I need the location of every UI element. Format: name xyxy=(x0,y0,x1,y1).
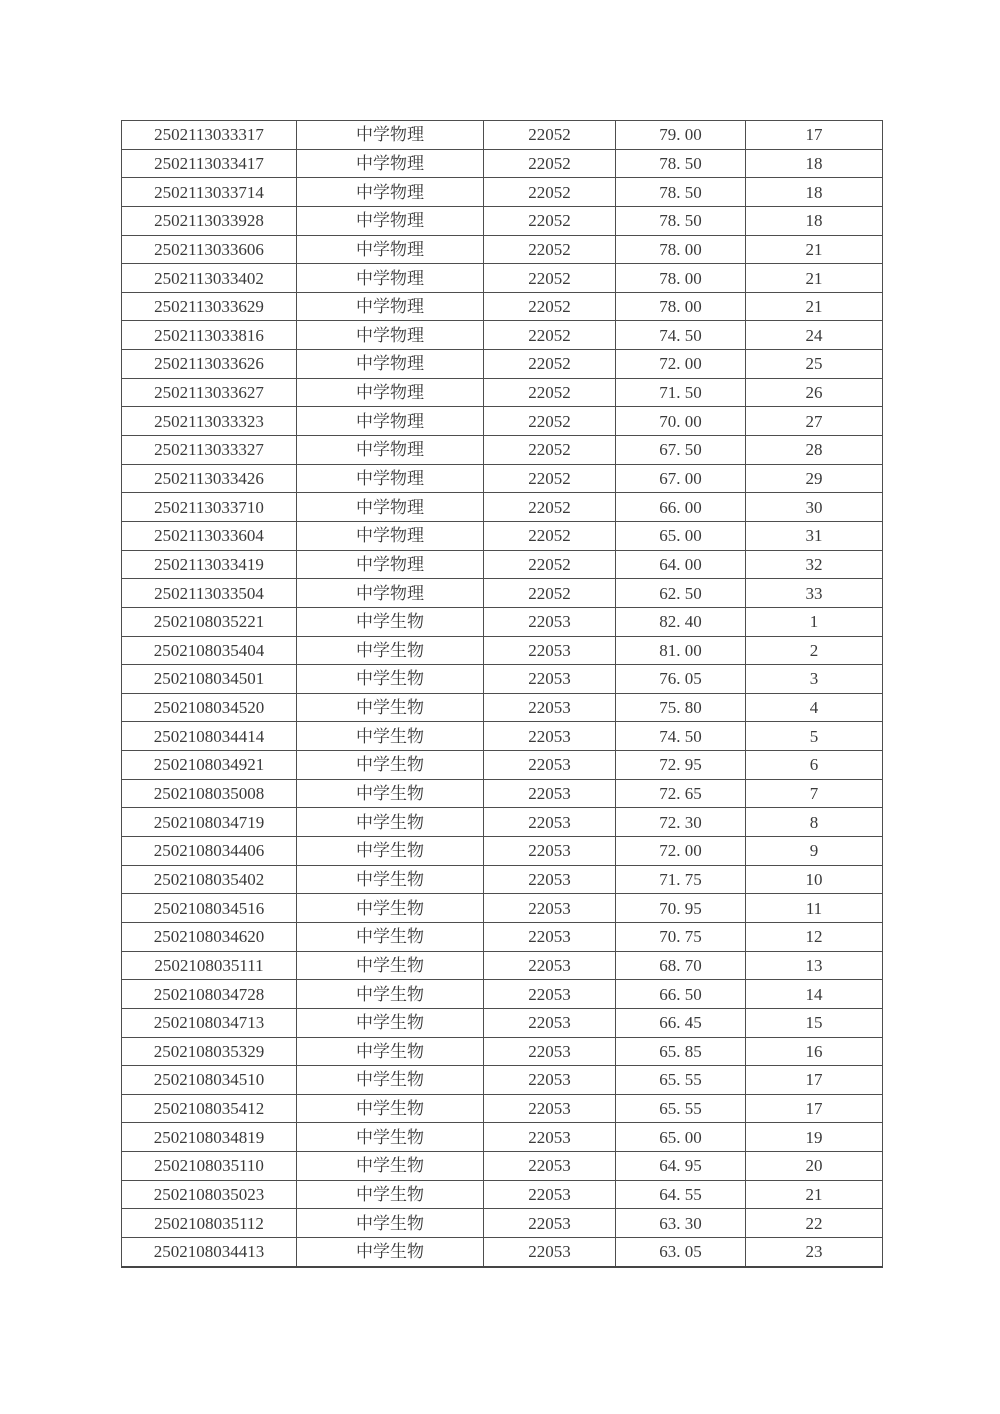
cell-rank: 17 xyxy=(746,1094,883,1123)
cell-rank: 18 xyxy=(746,178,883,207)
cell-position-code: 22052 xyxy=(484,521,616,550)
cell-candidate-id: 2502108034510 xyxy=(122,1066,297,1095)
cell-score: 68. 70 xyxy=(616,951,746,980)
cell-rank: 33 xyxy=(746,579,883,608)
cell-subject: 中学物理 xyxy=(297,521,484,550)
table-row xyxy=(122,350,883,379)
table-row xyxy=(122,149,883,178)
table-row xyxy=(122,980,883,1009)
cell-position-code: 22052 xyxy=(484,493,616,522)
table-row xyxy=(122,378,883,407)
table-row xyxy=(122,1180,883,1209)
cell-position-code: 22053 xyxy=(484,922,616,951)
table-row xyxy=(122,751,883,780)
cell-position-code: 22052 xyxy=(484,407,616,436)
cell-position-code: 22053 xyxy=(484,1037,616,1066)
cell-rank: 28 xyxy=(746,436,883,465)
cell-score: 67. 00 xyxy=(616,464,746,493)
cell-rank: 27 xyxy=(746,407,883,436)
cell-subject: 中学生物 xyxy=(297,922,484,951)
cell-score: 78. 00 xyxy=(616,264,746,293)
cell-subject: 中学物理 xyxy=(297,436,484,465)
cell-rank: 9 xyxy=(746,837,883,866)
cell-candidate-id: 2502108035023 xyxy=(122,1180,297,1209)
cell-score: 81. 00 xyxy=(616,636,746,665)
cell-subject: 中学生物 xyxy=(297,779,484,808)
cell-candidate-id: 2502113033626 xyxy=(122,350,297,379)
cell-score: 65. 00 xyxy=(616,521,746,550)
cell-position-code: 22052 xyxy=(484,579,616,608)
cell-position-code: 22053 xyxy=(484,865,616,894)
cell-score: 78. 50 xyxy=(616,149,746,178)
cell-score: 65. 00 xyxy=(616,1123,746,1152)
table-row xyxy=(122,1209,883,1238)
cell-position-code: 22053 xyxy=(484,1094,616,1123)
table-row xyxy=(122,1037,883,1066)
table-row xyxy=(122,464,883,493)
cell-position-code: 22053 xyxy=(484,894,616,923)
cell-score: 71. 50 xyxy=(616,378,746,407)
cell-subject: 中学生物 xyxy=(297,1008,484,1037)
cell-position-code: 22053 xyxy=(484,1209,616,1238)
cell-candidate-id: 2502113033710 xyxy=(122,493,297,522)
cell-score: 78. 50 xyxy=(616,178,746,207)
cell-rank: 5 xyxy=(746,722,883,751)
cell-score: 78. 50 xyxy=(616,206,746,235)
cell-candidate-id: 2502108035221 xyxy=(122,607,297,636)
table-row xyxy=(122,837,883,866)
cell-score: 72. 95 xyxy=(616,751,746,780)
cell-subject: 中学生物 xyxy=(297,665,484,694)
cell-candidate-id: 2502113033417 xyxy=(122,149,297,178)
cell-candidate-id: 2502108035404 xyxy=(122,636,297,665)
score-table-body xyxy=(122,121,883,1267)
cell-subject: 中学物理 xyxy=(297,264,484,293)
cell-rank: 16 xyxy=(746,1037,883,1066)
cell-subject: 中学物理 xyxy=(297,149,484,178)
cell-score: 74. 50 xyxy=(616,722,746,751)
table-row xyxy=(122,206,883,235)
cell-position-code: 22053 xyxy=(484,1237,616,1266)
cell-subject: 中学生物 xyxy=(297,1123,484,1152)
cell-rank: 1 xyxy=(746,607,883,636)
table-row xyxy=(122,579,883,608)
cell-position-code: 22053 xyxy=(484,607,616,636)
cell-candidate-id: 2502113033627 xyxy=(122,378,297,407)
cell-candidate-id: 2502108035008 xyxy=(122,779,297,808)
cell-rank: 32 xyxy=(746,550,883,579)
cell-position-code: 22053 xyxy=(484,693,616,722)
table-row xyxy=(122,607,883,636)
cell-rank: 21 xyxy=(746,1180,883,1209)
cell-candidate-id: 2502108034414 xyxy=(122,722,297,751)
cell-subject: 中学生物 xyxy=(297,636,484,665)
cell-subject: 中学物理 xyxy=(297,121,484,150)
cell-rank: 30 xyxy=(746,493,883,522)
table-row xyxy=(122,665,883,694)
cell-candidate-id: 2502108035111 xyxy=(122,951,297,980)
cell-score: 70. 00 xyxy=(616,407,746,436)
table-row xyxy=(122,779,883,808)
cell-candidate-id: 2502113033504 xyxy=(122,579,297,608)
cell-position-code: 22053 xyxy=(484,1008,616,1037)
cell-subject: 中学生物 xyxy=(297,951,484,980)
cell-subject: 中学物理 xyxy=(297,550,484,579)
cell-position-code: 22053 xyxy=(484,636,616,665)
table-row xyxy=(122,235,883,264)
cell-position-code: 22053 xyxy=(484,808,616,837)
table-row xyxy=(122,1123,883,1152)
cell-position-code: 22052 xyxy=(484,464,616,493)
cell-rank: 25 xyxy=(746,350,883,379)
table-row xyxy=(122,292,883,321)
cell-score: 70. 95 xyxy=(616,894,746,923)
cell-subject: 中学生物 xyxy=(297,1152,484,1181)
table-row xyxy=(122,436,883,465)
table-row xyxy=(122,865,883,894)
cell-rank: 17 xyxy=(746,1066,883,1095)
cell-candidate-id: 2502113033419 xyxy=(122,550,297,579)
cell-candidate-id: 2502113033317 xyxy=(122,121,297,150)
cell-score: 66. 45 xyxy=(616,1008,746,1037)
cell-candidate-id: 2502113033928 xyxy=(122,206,297,235)
cell-candidate-id: 2502108034921 xyxy=(122,751,297,780)
cell-subject: 中学生物 xyxy=(297,1237,484,1266)
cell-candidate-id: 2502113033714 xyxy=(122,178,297,207)
cell-candidate-id: 2502113033327 xyxy=(122,436,297,465)
cell-subject: 中学生物 xyxy=(297,1066,484,1095)
cell-subject: 中学生物 xyxy=(297,751,484,780)
cell-subject: 中学物理 xyxy=(297,321,484,350)
cell-candidate-id: 2502113033323 xyxy=(122,407,297,436)
cell-rank: 6 xyxy=(746,751,883,780)
cell-subject: 中学物理 xyxy=(297,235,484,264)
cell-subject: 中学生物 xyxy=(297,1094,484,1123)
table-row xyxy=(122,1008,883,1037)
table-row xyxy=(122,894,883,923)
cell-score: 63. 05 xyxy=(616,1237,746,1266)
cell-subject: 中学物理 xyxy=(297,292,484,321)
cell-rank: 31 xyxy=(746,521,883,550)
cell-rank: 20 xyxy=(746,1152,883,1181)
cell-rank: 23 xyxy=(746,1237,883,1266)
cell-rank: 11 xyxy=(746,894,883,923)
cell-candidate-id: 2502108034406 xyxy=(122,837,297,866)
cell-position-code: 22052 xyxy=(484,350,616,379)
cell-score: 71. 75 xyxy=(616,865,746,894)
cell-candidate-id: 2502108035112 xyxy=(122,1209,297,1238)
cell-candidate-id: 2502113033629 xyxy=(122,292,297,321)
table-row xyxy=(122,493,883,522)
cell-score: 76. 05 xyxy=(616,665,746,694)
table-row xyxy=(122,722,883,751)
table-row xyxy=(122,321,883,350)
cell-candidate-id: 2502113033606 xyxy=(122,235,297,264)
table-row xyxy=(122,1152,883,1181)
cell-candidate-id: 2502108034620 xyxy=(122,922,297,951)
cell-subject: 中学生物 xyxy=(297,837,484,866)
cell-score: 63. 30 xyxy=(616,1209,746,1238)
cell-subject: 中学生物 xyxy=(297,980,484,1009)
cell-score: 62. 50 xyxy=(616,579,746,608)
cell-position-code: 22053 xyxy=(484,951,616,980)
cell-position-code: 22052 xyxy=(484,292,616,321)
cell-position-code: 22053 xyxy=(484,1180,616,1209)
cell-subject: 中学生物 xyxy=(297,722,484,751)
cell-subject: 中学生物 xyxy=(297,865,484,894)
cell-score: 75. 80 xyxy=(616,693,746,722)
cell-score: 72. 00 xyxy=(616,350,746,379)
cell-position-code: 22052 xyxy=(484,206,616,235)
table-row xyxy=(122,178,883,207)
cell-score: 66. 00 xyxy=(616,493,746,522)
cell-score: 64. 95 xyxy=(616,1152,746,1181)
cell-candidate-id: 2502108035412 xyxy=(122,1094,297,1123)
cell-score: 79. 00 xyxy=(616,121,746,150)
table-row xyxy=(122,521,883,550)
cell-score: 65. 55 xyxy=(616,1066,746,1095)
cell-candidate-id: 2502108034413 xyxy=(122,1237,297,1266)
cell-score: 74. 50 xyxy=(616,321,746,350)
cell-rank: 14 xyxy=(746,980,883,1009)
table-row xyxy=(122,808,883,837)
cell-score: 78. 00 xyxy=(616,292,746,321)
cell-score: 70. 75 xyxy=(616,922,746,951)
cell-position-code: 22052 xyxy=(484,436,616,465)
cell-candidate-id: 2502108034713 xyxy=(122,1008,297,1037)
table-row xyxy=(122,1094,883,1123)
cell-score: 78. 00 xyxy=(616,235,746,264)
cell-subject: 中学物理 xyxy=(297,464,484,493)
cell-candidate-id: 2502108035402 xyxy=(122,865,297,894)
cell-rank: 26 xyxy=(746,378,883,407)
cell-score: 66. 50 xyxy=(616,980,746,1009)
cell-rank: 18 xyxy=(746,206,883,235)
cell-subject: 中学生物 xyxy=(297,607,484,636)
cell-score: 82. 40 xyxy=(616,607,746,636)
table-row xyxy=(122,1066,883,1095)
cell-candidate-id: 2502108035329 xyxy=(122,1037,297,1066)
cell-position-code: 22053 xyxy=(484,779,616,808)
cell-position-code: 22053 xyxy=(484,665,616,694)
cell-position-code: 22053 xyxy=(484,1152,616,1181)
cell-subject: 中学物理 xyxy=(297,206,484,235)
table-row xyxy=(122,693,883,722)
cell-position-code: 22052 xyxy=(484,550,616,579)
cell-rank: 22 xyxy=(746,1209,883,1238)
cell-rank: 24 xyxy=(746,321,883,350)
cell-candidate-id: 2502108034516 xyxy=(122,894,297,923)
cell-rank: 8 xyxy=(746,808,883,837)
cell-subject: 中学物理 xyxy=(297,350,484,379)
cell-position-code: 22053 xyxy=(484,837,616,866)
cell-subject: 中学生物 xyxy=(297,1180,484,1209)
cell-candidate-id: 2502113033426 xyxy=(122,464,297,493)
cell-position-code: 22052 xyxy=(484,149,616,178)
cell-rank: 12 xyxy=(746,922,883,951)
cell-position-code: 22053 xyxy=(484,1066,616,1095)
cell-subject: 中学物理 xyxy=(297,178,484,207)
cell-candidate-id: 2502113033402 xyxy=(122,264,297,293)
cell-score: 64. 55 xyxy=(616,1180,746,1209)
cell-rank: 13 xyxy=(746,951,883,980)
table-row xyxy=(122,922,883,951)
cell-score: 67. 50 xyxy=(616,436,746,465)
table-row xyxy=(122,1237,883,1266)
cell-rank: 7 xyxy=(746,779,883,808)
cell-subject: 中学物理 xyxy=(297,407,484,436)
cell-position-code: 22053 xyxy=(484,1123,616,1152)
cell-position-code: 22052 xyxy=(484,264,616,293)
cell-subject: 中学物理 xyxy=(297,378,484,407)
cell-subject: 中学生物 xyxy=(297,1037,484,1066)
cell-score: 65. 85 xyxy=(616,1037,746,1066)
cell-subject: 中学生物 xyxy=(297,693,484,722)
cell-candidate-id: 2502108034520 xyxy=(122,693,297,722)
cell-subject: 中学物理 xyxy=(297,493,484,522)
score-table xyxy=(121,120,883,1268)
cell-rank: 29 xyxy=(746,464,883,493)
cell-candidate-id: 2502108034819 xyxy=(122,1123,297,1152)
cell-candidate-id: 2502108034728 xyxy=(122,980,297,1009)
cell-rank: 3 xyxy=(746,665,883,694)
table-row xyxy=(122,636,883,665)
cell-score: 64. 00 xyxy=(616,550,746,579)
table-row xyxy=(122,407,883,436)
cell-rank: 17 xyxy=(746,121,883,150)
cell-position-code: 22052 xyxy=(484,321,616,350)
cell-rank: 10 xyxy=(746,865,883,894)
table-row xyxy=(122,264,883,293)
cell-rank: 15 xyxy=(746,1008,883,1037)
cell-position-code: 22052 xyxy=(484,178,616,207)
cell-candidate-id: 2502108034719 xyxy=(122,808,297,837)
cell-position-code: 22052 xyxy=(484,235,616,264)
cell-subject: 中学生物 xyxy=(297,1209,484,1238)
cell-subject: 中学物理 xyxy=(297,579,484,608)
cell-rank: 21 xyxy=(746,264,883,293)
cell-position-code: 22053 xyxy=(484,980,616,1009)
cell-rank: 21 xyxy=(746,235,883,264)
table-row xyxy=(122,550,883,579)
cell-score: 72. 65 xyxy=(616,779,746,808)
cell-rank: 2 xyxy=(746,636,883,665)
cell-candidate-id: 2502113033604 xyxy=(122,521,297,550)
table-row xyxy=(122,121,883,150)
cell-rank: 19 xyxy=(746,1123,883,1152)
cell-rank: 4 xyxy=(746,693,883,722)
cell-score: 72. 00 xyxy=(616,837,746,866)
cell-candidate-id: 2502113033816 xyxy=(122,321,297,350)
cell-position-code: 22053 xyxy=(484,722,616,751)
cell-subject: 中学生物 xyxy=(297,808,484,837)
cell-position-code: 22053 xyxy=(484,751,616,780)
cell-position-code: 22052 xyxy=(484,378,616,407)
cell-position-code: 22052 xyxy=(484,121,616,150)
cell-score: 72. 30 xyxy=(616,808,746,837)
cell-rank: 18 xyxy=(746,149,883,178)
table-row xyxy=(122,951,883,980)
cell-score: 65. 55 xyxy=(616,1094,746,1123)
cell-rank: 21 xyxy=(746,292,883,321)
cell-candidate-id: 2502108035110 xyxy=(122,1152,297,1181)
cell-subject: 中学生物 xyxy=(297,894,484,923)
cell-candidate-id: 2502108034501 xyxy=(122,665,297,694)
